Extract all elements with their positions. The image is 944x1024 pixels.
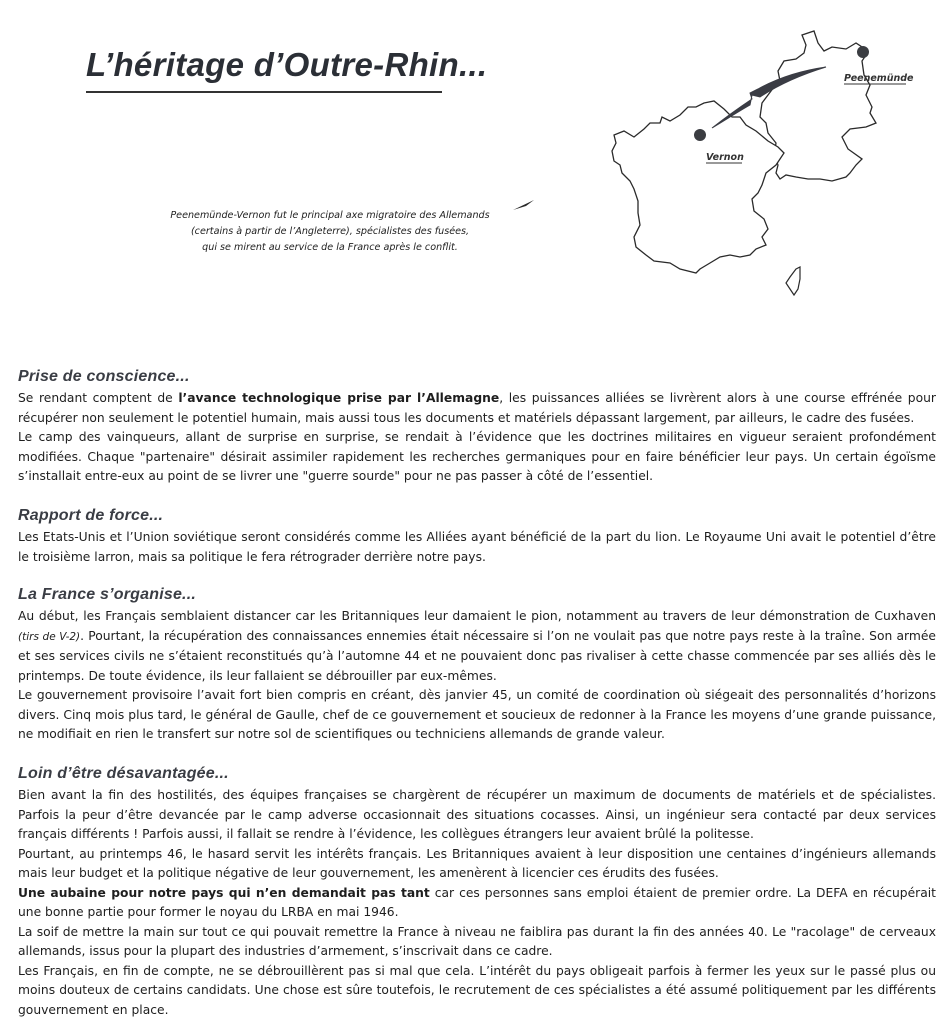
paragraph	[18, 884, 936, 923]
section-heading: Rapport de force...	[18, 507, 164, 524]
paragraph	[18, 607, 936, 686]
italic-text: (tirs de V-2)	[18, 630, 81, 643]
peenemunde-label: Peenemünde	[844, 73, 914, 84]
text-run: . Pourtant, la récupération des connaissances ennemies était nécessaire si l’on ne voulait pas que notre pays reste à la traîne. Son armée et ses services civils ne s’étaient reconstitués qu’à l’automne 44 et ne pouvaient donc pas rivaliser à cette chasse commencée par ses alliés dès le printemps. De toute évidence, ils leur fallaient se débrouiller par eux-mêmes.	[18, 628, 936, 683]
section-body	[18, 607, 936, 745]
section-body	[18, 786, 936, 1020]
section-heading: Loin d’être désavantagée...	[18, 765, 229, 782]
caption-line: qui se mirent au service de la France après le conflit.	[202, 242, 458, 253]
document-title: L’héritage d’Outre-Rhin...	[86, 46, 488, 83]
paragraph: La soif de mettre la main sur tout ce qui pouvait remettre la France à niveau ne faiblira pas durant la fin des années 40. Le "racolage" de cerveaux allemands, issus pour la plupart des industries d’armement, s’inscrivait dans ce cadre.	[18, 924, 936, 958]
bold-text: Une aubaine pour notre pays qui n’en demandait pas tant	[18, 885, 430, 900]
bold-text: l’avance technologique prise par l’Allemagne	[178, 391, 500, 405]
section-loin-d-etre-desavantagee	[18, 765, 936, 1020]
france-outline	[612, 101, 784, 273]
text-run: car ces personnes sans emploi étaient de premier ordre. La DEFA en récupérait une bonne partie pour former le noyau du LRBA en mai 1946.	[18, 885, 936, 919]
paragraph: Le gouvernement provisoire l’avait fort bien compris en créant, dès janvier 45, un comité de coordination où siégeait des personnalités d’horizons divers. Cinq mois plus tard, le général de Gaulle, chef de ce gouvernement et soucieux de redonner à la France les moyens d’une grande puissance, ne modifiait en rien le transfert sur notre sol de scientifiques ou techniciens allemands de grande valeur.	[18, 688, 936, 741]
text-run: Se rendant comptent de	[18, 391, 179, 405]
paragraph: Le camp des vainqueurs, allant de surprise en surprise, se rendait à l’évidence que les doctrines militaires en vigueur seraient profondément modifiées. Chaque "partenaire" désirait assimiler rapidement les recherches germaniques pour en faire bénéficier leur pays. Un certain égoïsme s’installait entre-eux au point de se livrer une "guerre sourde" pour ne pas passer à côté de l’essentiel.	[18, 430, 936, 483]
caption-line: (certains à partir de l’Angleterre), spécialistes des fusées,	[190, 226, 470, 237]
paragraph: Les Etats-Unis et l’Union soviétique seront considérés comme les Alliées ayant bénéficié de la part du lion. Le Royaume Uni avait le potentiel d’être le troisième larron, mais sa politique le fera rétrograder derrière notre pays.	[18, 530, 936, 564]
section-prise-de-conscience	[18, 368, 936, 487]
section-body	[18, 528, 936, 567]
paragraph: Les Français, en fin de compte, ne se débrouillèrent pas si mal que cela. L’intérêt du pays obligeait parfois à fermer les yeux sur le passé plus ou moins douteux de certains candidats. Une chose est sûre toutefois, le recrutement de ces spécialistes a été assumé politiquement par les différents gouvernement en place.	[18, 963, 936, 1017]
section-body	[18, 389, 936, 487]
map-caption	[140, 208, 520, 256]
paragraph	[18, 389, 936, 428]
paragraph: Pourtant, au printemps 46, le hasard servit les intérêts français. Les Britanniques avaient à leur disposition une centaines d’ingénieurs allemands mais leur budget et la politique négative de leur gouvernement, les amenèrent à licencier ces érudits des fusées.	[18, 846, 936, 880]
section-heading: La France s’organise...	[18, 586, 196, 603]
vernon-dot	[694, 129, 706, 141]
text-run: Au début, les Français semblaient distancer car les Britanniques leur damaient le pion, notamment au travers de leur démonstration de Cuxhaven	[18, 609, 936, 623]
corsica-outline	[786, 267, 800, 295]
map-france-germany	[600, 25, 930, 315]
title-underline	[86, 91, 442, 93]
text-run: , les puissances alliées se livrèrent alors à une course effrénée pour récupérer non seulement le potentiel humain, mais aussi tous les documents et matériels dépassant largement, par ailleurs, le cadre des fusées.	[18, 391, 936, 425]
paragraph: Bien avant la fin des hostilités, des équipes françaises se chargèrent de récupérer un maximum de documents de matériels et de spécialistes. Parfois la peur d’être devancée par le camp adverse occasionnait des situations cocasses. Ainsi, un ingénieur sera contacté par deux services français différents ! Parfois aussi, il fallait se rendre à l’évidence, les collègues étrangers leur avaient brûlé la politesse.	[18, 788, 936, 841]
caption-pointer-icon	[512, 198, 536, 212]
section-la-france-s-organise	[18, 586, 936, 745]
vernon-label: Vernon	[706, 152, 744, 163]
section-heading: Prise de conscience...	[18, 368, 190, 385]
peenemunde-dot	[857, 46, 869, 58]
caption-line: Peenemünde-Vernon fut le principal axe migratoire des Allemands	[170, 210, 490, 221]
section-rapport-de-force	[18, 507, 936, 567]
